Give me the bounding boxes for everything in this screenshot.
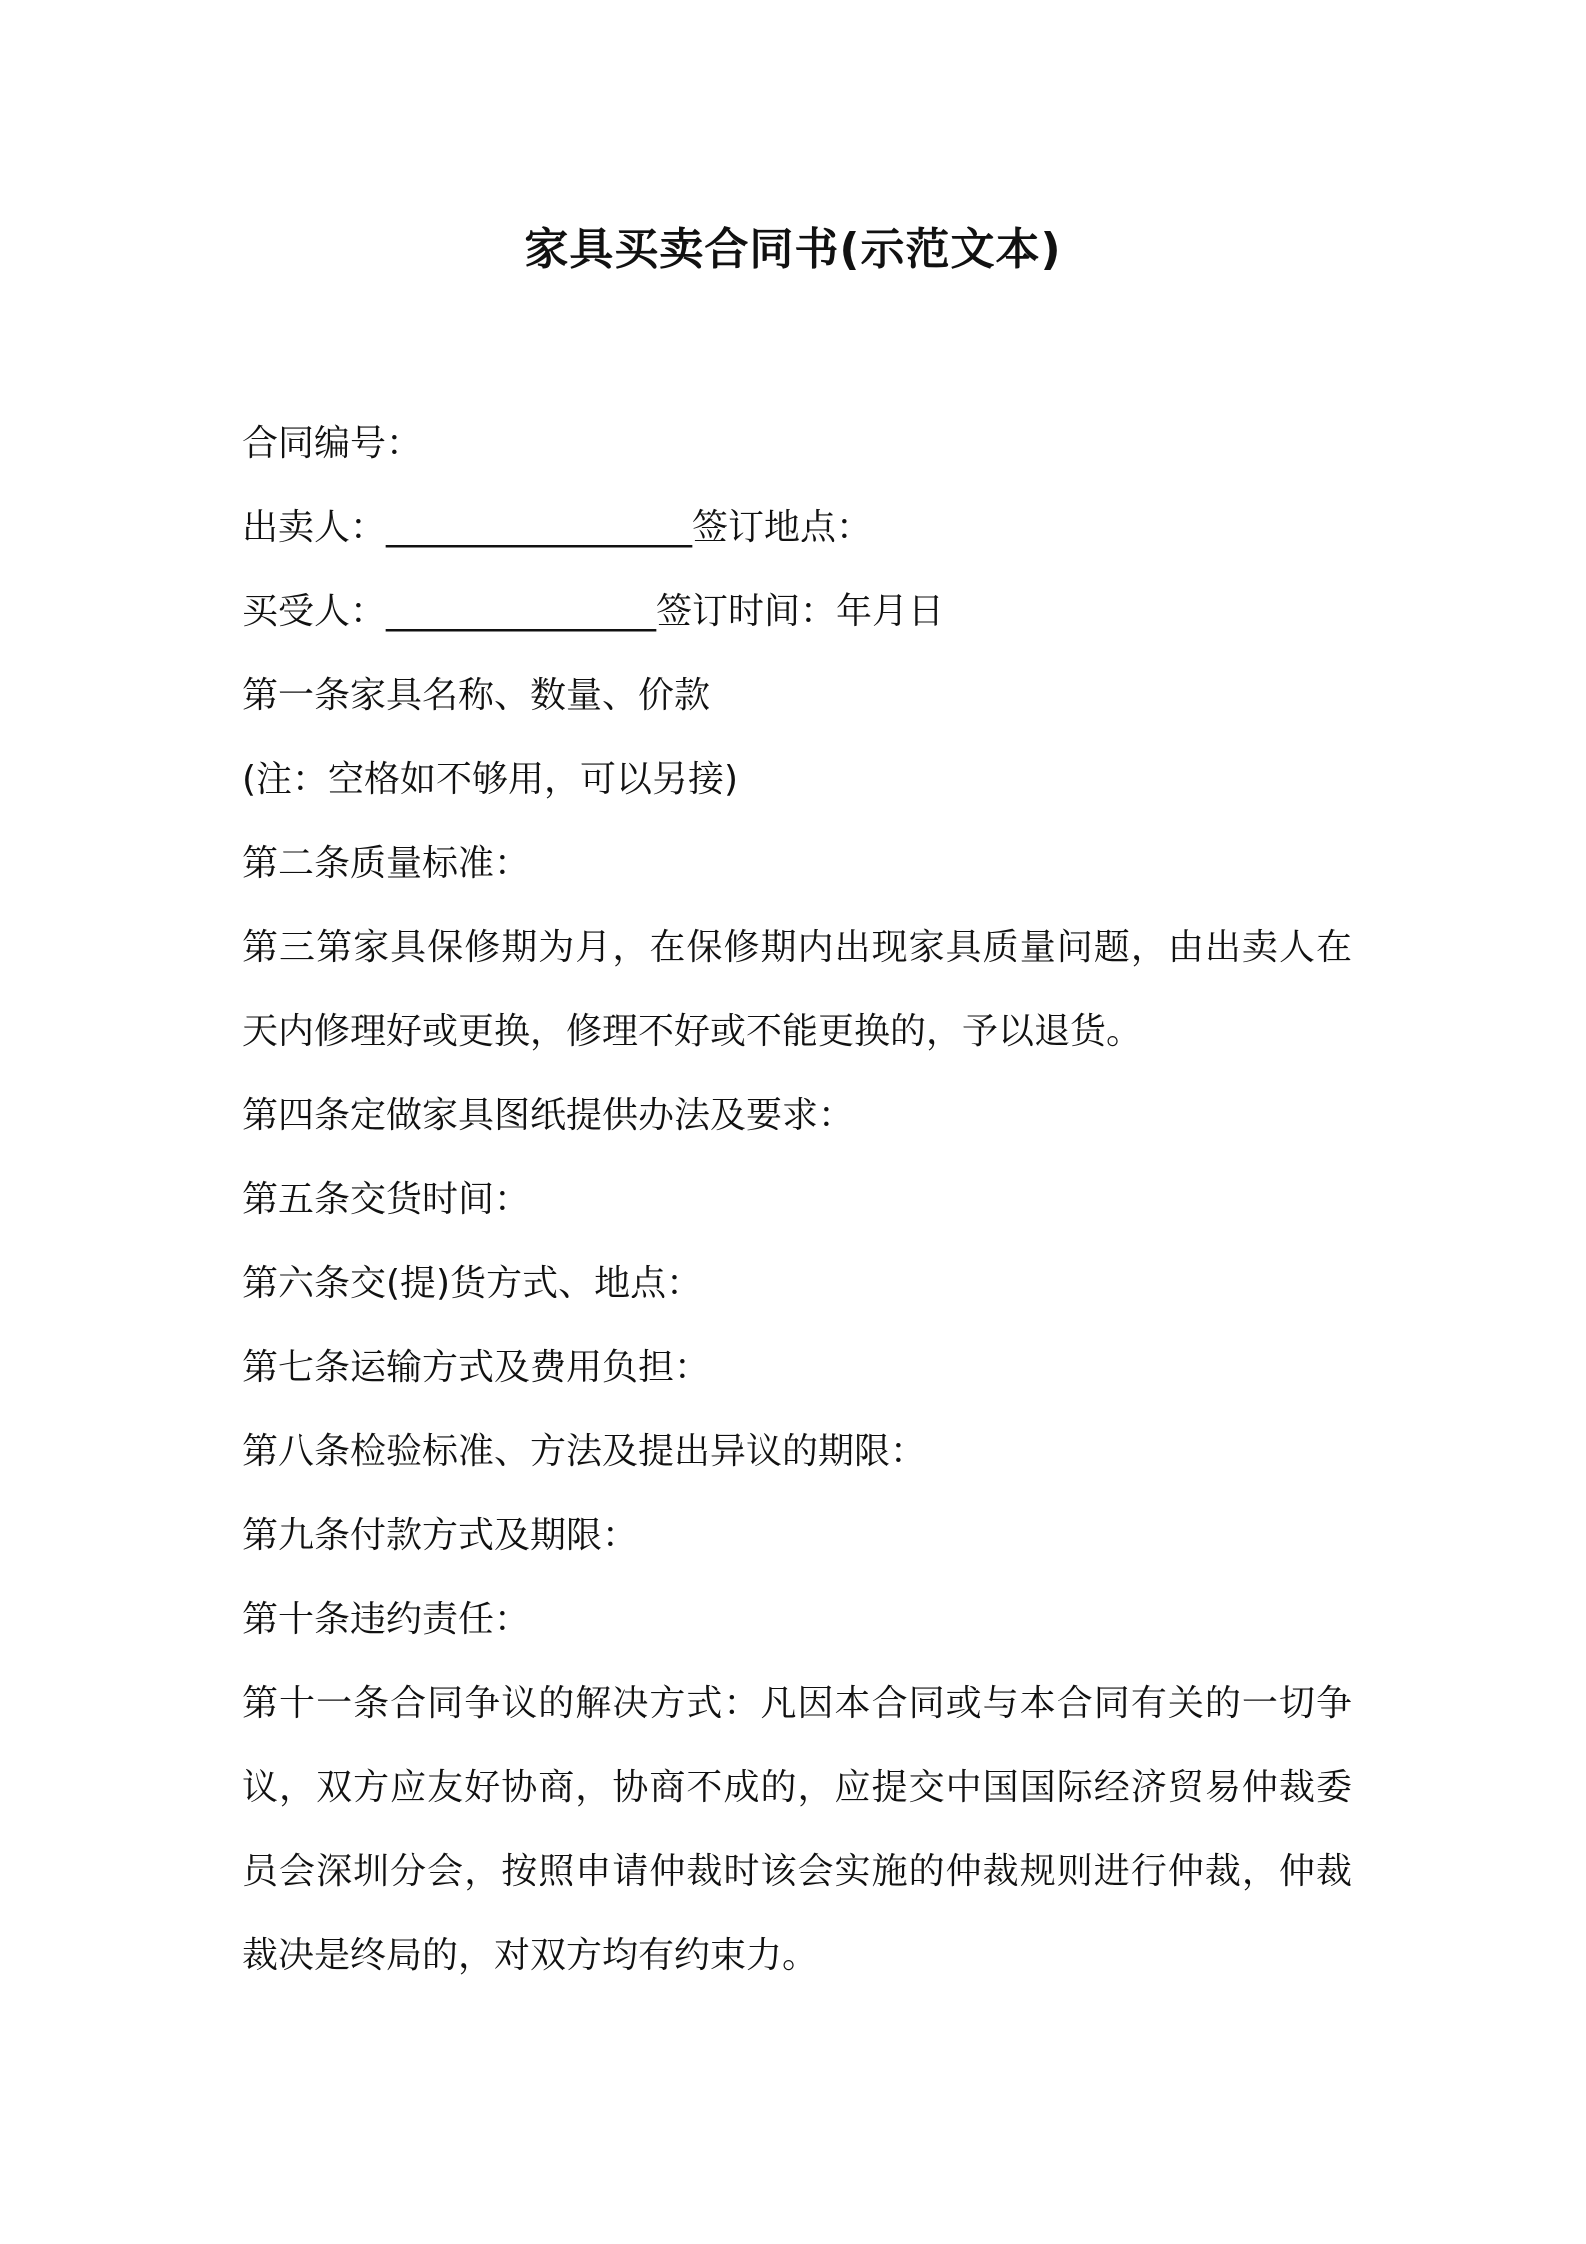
clause-4: 第四条定做家具图纸提供办法及要求： [242, 1095, 855, 1136]
clause-7: 第七条运输方式及费用负担： [242, 1347, 711, 1388]
clause-10: 第十条违约责任： [242, 1599, 531, 1640]
seller-line: 出卖人：_________________签订地点： [242, 507, 873, 548]
buyer-line: 买受人：_______________签订时间：年月日 [242, 591, 945, 632]
clause-11: 第十一条合同争议的解决方式：凡因本合同或与本合同有关的一切争议，双方应友好协商，协商不成的，应提交中国国际经济贸易仲裁委员会深圳分会，按照申请仲裁时该会实施的仲裁规则进行仲裁，仲裁裁决是终局的，对双方均有约束力。 [242, 1683, 1352, 1976]
document-body [242, 402, 1352, 1998]
clause-9: 第九条付款方式及期限： [242, 1515, 639, 1556]
document-title: 家具买卖合同书(示范文本) [524, 224, 1062, 275]
clause-1-note: (注：空格如不够用，可以另接) [242, 759, 739, 800]
contract-number-line: 合同编号： [242, 423, 423, 464]
clause-3: 第三第家具保修期为月，在保修期内出现家具质量问题，由出卖人在天内修理好或更换，修理不好或不能更换的，予以退货。 [242, 927, 1352, 1052]
clause-1: 第一条家具名称、数量、价款 [242, 675, 711, 716]
clause-5: 第五条交货时间： [242, 1179, 531, 1220]
clause-8: 第八条检验标准、方法及提出异议的期限： [242, 1431, 927, 1472]
clause-2: 第二条质量标准： [242, 843, 531, 884]
clause-6: 第六条交(提)货方式、地点： [242, 1263, 703, 1304]
